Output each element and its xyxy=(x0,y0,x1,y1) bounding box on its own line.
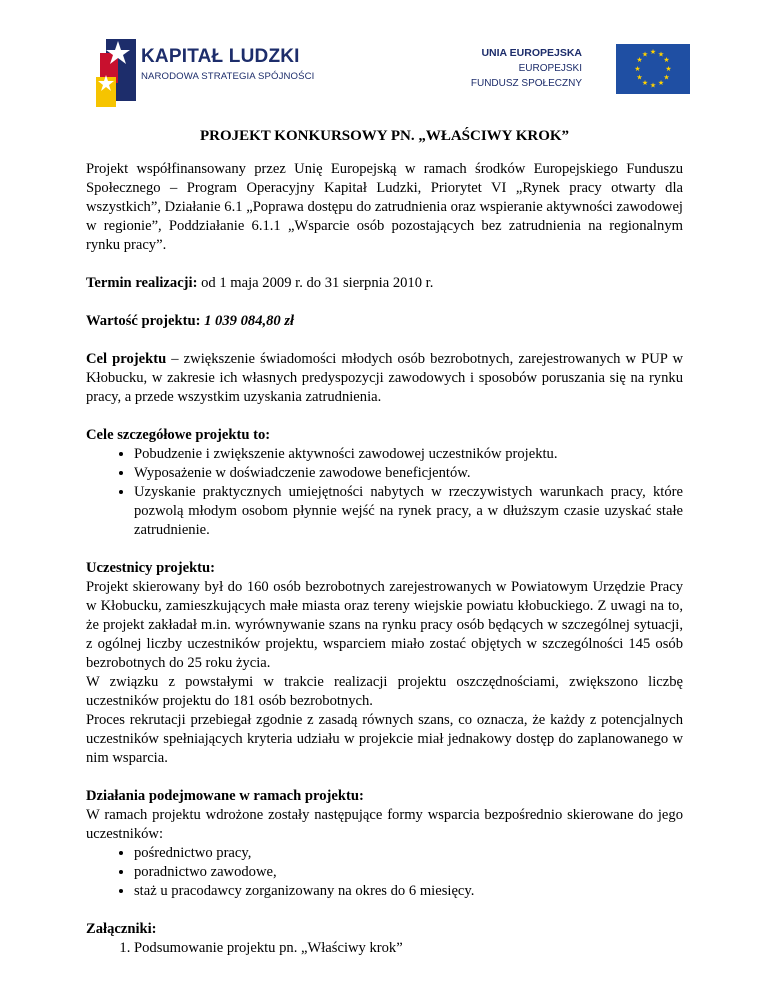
participants-paragraph-2: W związku z powstałymi w trakcie realizacji projektu oszczędnościami, zwiększono liczbę uczestników projektu do 181 osób bezrobotnych. xyxy=(86,674,683,709)
actions-intro: W ramach projektu wdrożone zostały następujące formy wsparcia bezpośrednio skierowane do jego uczestników: xyxy=(86,807,683,842)
goal-label: Cel projektu xyxy=(86,351,167,367)
eu-flag-icon xyxy=(616,44,690,94)
goal-paragraph xyxy=(86,350,683,407)
attachment-item: 1. Podsumowanie projektu pn. „Właściwy krok” xyxy=(134,939,683,958)
svg-text:★: ★ xyxy=(663,73,670,82)
eu-logo xyxy=(470,44,690,98)
svg-text:★: ★ xyxy=(649,48,657,56)
svg-text:★: ★ xyxy=(649,81,657,90)
detailed-goals-list xyxy=(86,445,683,540)
participants-paragraph-3: Proces rekrutacji przebiegał zgodnie z zasadą równych szans, co oznacza, że każdy z potencjalnych uczestników spełniających kryteria udziału w projekcie miał jednakowy dostęp do zaplanowanego w nim wsparcia. xyxy=(86,712,683,766)
document-title: PROJEKT KONKURSOWY PN. „WŁAŚCIWY KROK” xyxy=(199,128,570,144)
svg-text:★: ★ xyxy=(657,79,665,87)
kapital-ludzki-title: KAPITAŁ LUDZKI xyxy=(141,46,300,67)
intro-paragraph: Projekt współfinansowany przez Unię Europejską w ramach środków Europejskiego Funduszu Społecznego – Program Operacyjny Kapitał Ludzki, Priorytet VI „Rynek pracy otwarty dla wszystkich”, Działanie 6.1 „Poprawa dostępu do zatrudnienia oraz wspieranie aktywności zawodowej w regionie”, Poddziałanie 6.1.1 „Wsparcie osób pozostających bez zatrudnienia na regionalnym rynku pracy”. xyxy=(86,161,683,253)
participants-paragraph-1: Projekt skierowany był do 160 osób bezrobotnych zarejestrowanych w Powiatowym Urzędzie Pracy w Kłobucku, zamieszkujących małe miasta oraz tereny wiejskie powiatu kłobuckiego. Z uwagi na to, że projekt zakładał m.in. wyrównywanie szans na rynku pracy osób będących w szczególnej sytuacji, z ogólnej liczby uczestników projektu, wsparciem miało zostać objętych w szczególności 145 osób bezrobotnych do 25 roku życia. xyxy=(86,579,683,671)
eu-line-1: UNIA EUROPEJSKA xyxy=(481,47,582,59)
eu-line-3: FUNDUSZ SPOŁECZNY xyxy=(470,78,582,89)
detailed-goals-heading: Cele szczegółowe projektu to: xyxy=(86,427,271,443)
svg-text:★: ★ xyxy=(663,56,670,64)
term-label: Termin realizacji: xyxy=(86,275,198,291)
svg-text:★: ★ xyxy=(636,73,643,82)
svg-text:★: ★ xyxy=(641,79,649,87)
participants-heading: Uczestnicy projektu: xyxy=(86,560,216,576)
svg-text:★: ★ xyxy=(665,65,672,73)
term-value: od 1 maja 2009 r. do 31 sierpnia 2010 r. xyxy=(197,275,434,291)
list-item: • Uzyskanie praktycznych umiejętności nabytych w rzeczywistych warunkach pracy, które pozwolą młodym osobom płynnie wejść na rynek pracy, a w dłuższym czasie uzyskać stałe zatrudnienie. xyxy=(134,483,683,540)
list-item: • pośrednictwo pracy, xyxy=(134,844,683,863)
value-amount: 1 039 084,80 zł xyxy=(204,313,295,329)
eu-logo-text xyxy=(471,45,582,91)
list-item: • staż u pracodawcy zorganizowany na okres do 6 miesięcy. xyxy=(134,882,683,901)
value-label: Wartość projektu: xyxy=(86,313,201,329)
svg-text:★: ★ xyxy=(636,56,643,64)
attachments-heading: Załączniki: xyxy=(86,921,157,937)
svg-text:★: ★ xyxy=(657,50,665,59)
kapital-ludzki-logo xyxy=(96,31,326,109)
value-paragraph xyxy=(86,312,683,331)
actions-list xyxy=(86,844,683,901)
document-content xyxy=(86,127,683,958)
svg-text:★: ★ xyxy=(634,65,641,73)
kapital-ludzki-subtitle: NARODOWA STRATEGIA SPÓJNOŚCI xyxy=(141,71,315,82)
term-paragraph xyxy=(86,274,683,293)
goal-text: – zwiększenie świadomości młodych osób bezrobotnych, zarejestrowanych w PUP w Kłobucku, w zakresie ich własnych predyspozycji zawodowych i sposobów poruszania się na rynku pracy, a przede wszystkim uzyskania zatrudnienia. xyxy=(86,351,683,405)
list-item: • Wyposażenie w doświadczenie zawodowe beneficjentów. xyxy=(134,464,683,483)
kapital-ludzki-emblem-icon xyxy=(96,31,140,109)
svg-text:★: ★ xyxy=(641,50,649,59)
list-item: • poradnictwo zawodowe, xyxy=(134,863,683,882)
eu-line-2: EUROPEJSKI xyxy=(518,63,582,74)
actions-heading: Działania podejmowane w ramach projektu: xyxy=(86,788,364,804)
list-item: • Pobudzenie i zwiększenie aktywności zawodowej uczestników projektu. xyxy=(134,445,683,464)
attachments-list xyxy=(86,939,683,958)
